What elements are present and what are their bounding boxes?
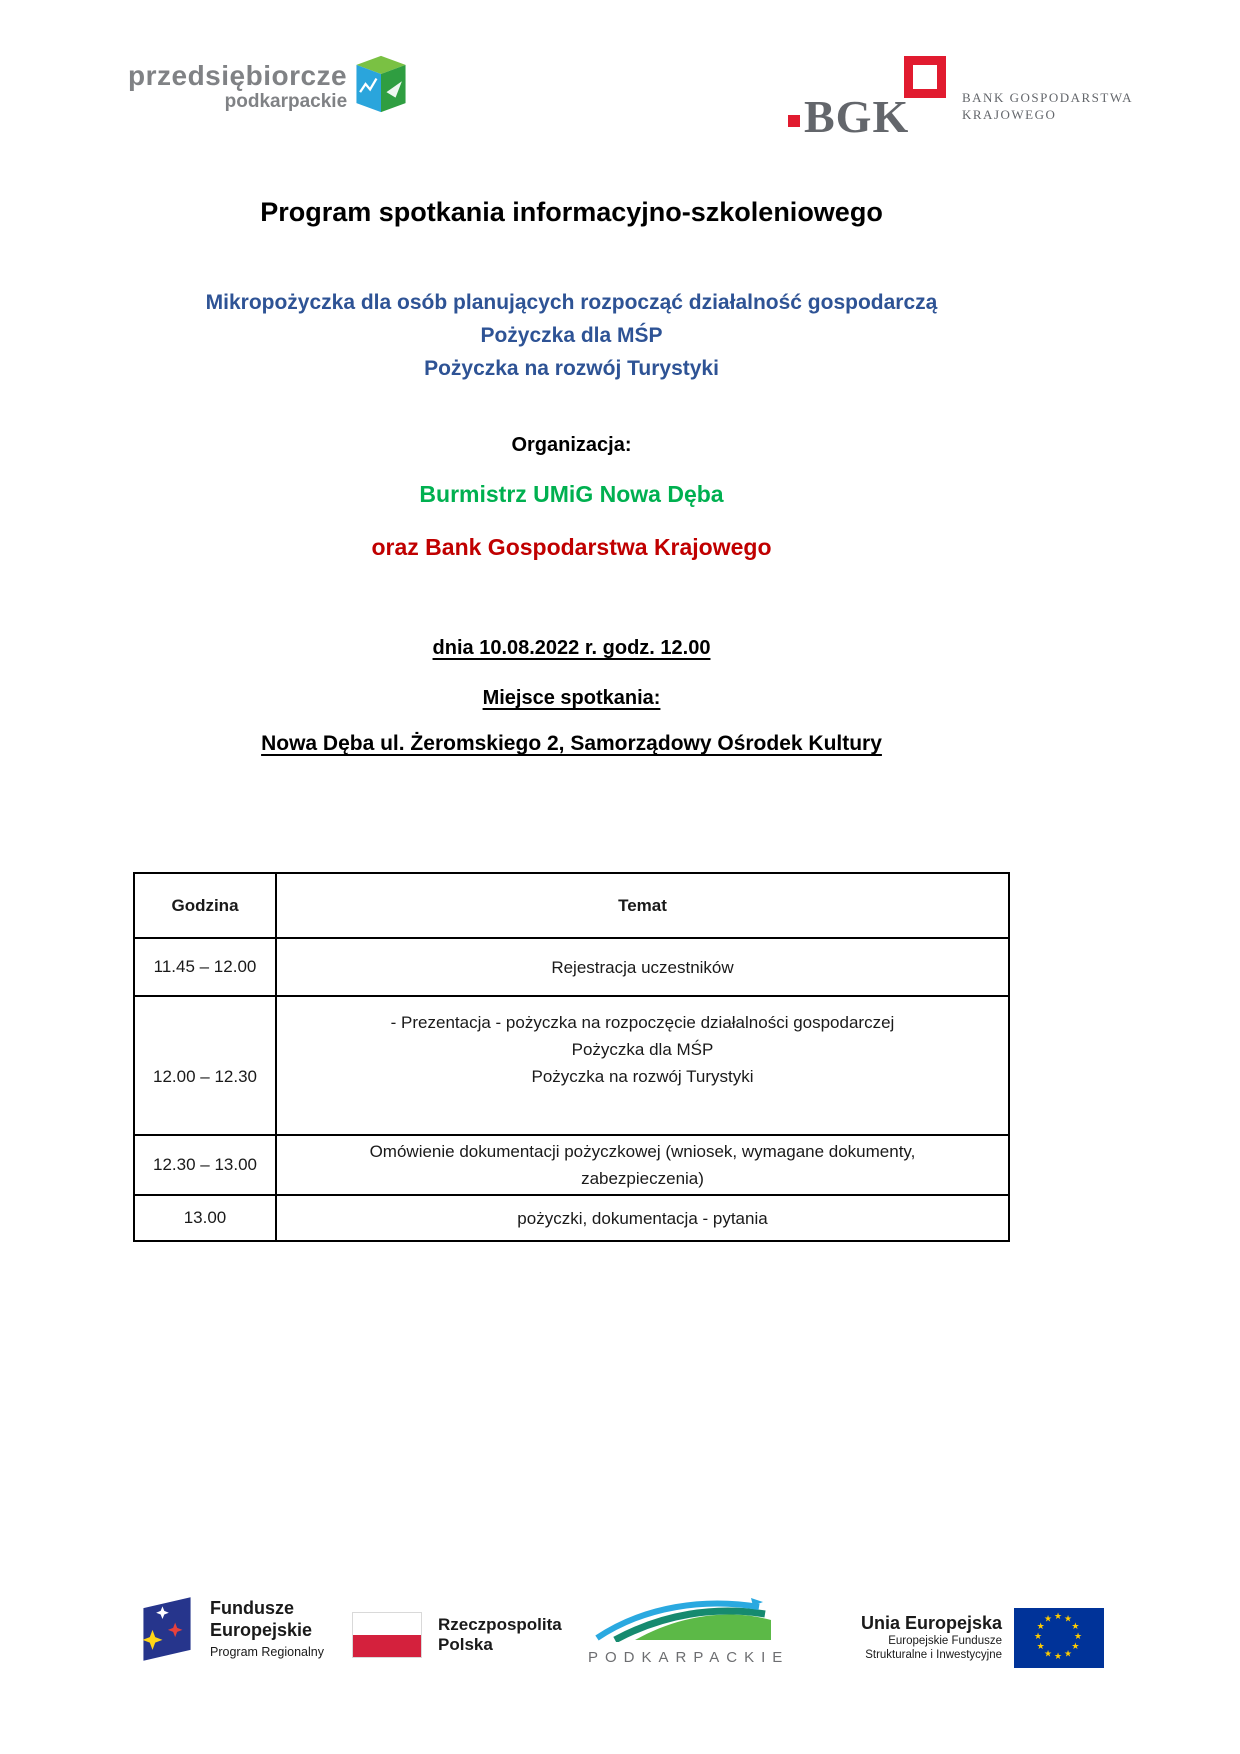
subtitle-line: Mikropożyczka dla osób planujących rozpocząć działalność gospodarczą [205, 291, 938, 314]
topic-cell: pożyczki, dokumentacja - pytania [276, 1195, 1009, 1241]
subtitle-line: Pożyczka na rozwój Turystyki [424, 357, 719, 380]
topic-cell: Rejestracja uczestników [276, 938, 1009, 996]
agenda-header [134, 873, 1009, 938]
eu-funds-logo [138, 1596, 324, 1662]
meeting-place-text: Nowa Dęba ul. Żeromskiego 2, Samorządowy Ośrodek Kultury [261, 732, 882, 755]
bgk-name-line1: BANK GOSPODARSTWA [962, 89, 1134, 105]
topic-column-header: Temat [276, 873, 1009, 938]
poland-line1: Rzeczpospolita [438, 1614, 562, 1634]
podkarpackie-swoosh-icon [593, 1594, 783, 1642]
time-cell: 12.00 – 12.30 [134, 996, 276, 1135]
topic-cell: - Prezentacja - pożyczka na rozpoczęcie działalności gospodarczej Pożyczka dla MŚP Pożyczka na rozwój Turystyki [276, 996, 1009, 1135]
eu-line2: Europejskie Fundusze [888, 1635, 1002, 1647]
time-cell: 13.00 [134, 1195, 276, 1241]
meeting-place [133, 732, 1010, 756]
bgk-full-name [962, 89, 1133, 124]
bgk-abbr: BGK [804, 91, 910, 142]
eu-line3: Strukturalne i Inwestycyjne [865, 1648, 1002, 1661]
eu-funds-line3: Program Regionalny [210, 1644, 324, 1659]
subtitle-line: Pożyczka dla MŚP [480, 324, 663, 347]
eu-funds-line2: Europejskie [210, 1619, 313, 1640]
eu-logo [772, 1608, 1104, 1668]
meeting-place-label [133, 687, 1010, 710]
bgk-wordmark [788, 56, 946, 142]
page-title: Program spotkania informacyjno-szkoleniowego [260, 197, 883, 227]
logo-line2: podkarpackie [224, 90, 348, 112]
poland-line2: Polska [438, 1635, 493, 1654]
poland-flag-icon [352, 1612, 422, 1658]
bgk-square-icon [904, 56, 946, 98]
podkarpackie-logo [588, 1594, 788, 1666]
logo-line1: przedsiębiorcze [128, 59, 348, 91]
meeting-date [133, 637, 1010, 660]
meeting-place-label-text: Miejsce spotkania: [482, 687, 661, 709]
time-cell: 12.30 – 13.00 [134, 1135, 276, 1195]
loan-programs-subtitle [133, 286, 1010, 385]
organization-label: Organizacja: [511, 434, 632, 456]
eu-funds-line1: Fundusze [210, 1598, 294, 1619]
co-organizer-name: oraz Bank Gospodarstwa Krajowego [371, 534, 772, 560]
table-row [134, 1195, 1009, 1241]
eu-text [772, 1613, 1002, 1662]
agenda-table [133, 872, 1010, 1242]
przedsiebiorcze-logo-text [128, 59, 348, 112]
table-row [134, 996, 1009, 1135]
table-row [134, 938, 1009, 996]
eu-funds-text [210, 1598, 324, 1659]
table-row [134, 1135, 1009, 1195]
przedsiebiorcze-podkarpackie-logo [128, 58, 409, 114]
agenda-body [134, 938, 1009, 1241]
poland-logo [352, 1612, 562, 1658]
eu-line1: Unia Europejska [860, 1613, 1002, 1634]
topic-cell: Omówienie dokumentacji pożyczkowej (wniosek, wymagane dokumenty, zabezpieczenia) [276, 1135, 1009, 1195]
meeting-date-text: dnia 10.08.2022 r. godz. 12.00 [432, 637, 711, 659]
time-column-header: Godzina [134, 873, 276, 938]
podkarpackie-label: PODKARPACKIE [588, 1649, 790, 1666]
poland-text [438, 1615, 562, 1656]
eu-flag-icon: ★ ★ ★ ★ ★ ★ ★ ★ ★ ★ ★ ★ [1014, 1608, 1104, 1668]
time-cell: 11.45 – 12.00 [134, 938, 276, 996]
bgk-dot-icon [788, 115, 800, 127]
bgk-name-line2: KRAJOWEGO [962, 107, 1057, 123]
organizer-name: Burmistrz UMiG Nowa Dęba [419, 481, 724, 507]
bgk-logo [788, 56, 1134, 142]
eu-funds-flag-icon [138, 1596, 196, 1662]
podkarpackie-cube-icon [353, 54, 409, 114]
header-row [134, 873, 1009, 938]
